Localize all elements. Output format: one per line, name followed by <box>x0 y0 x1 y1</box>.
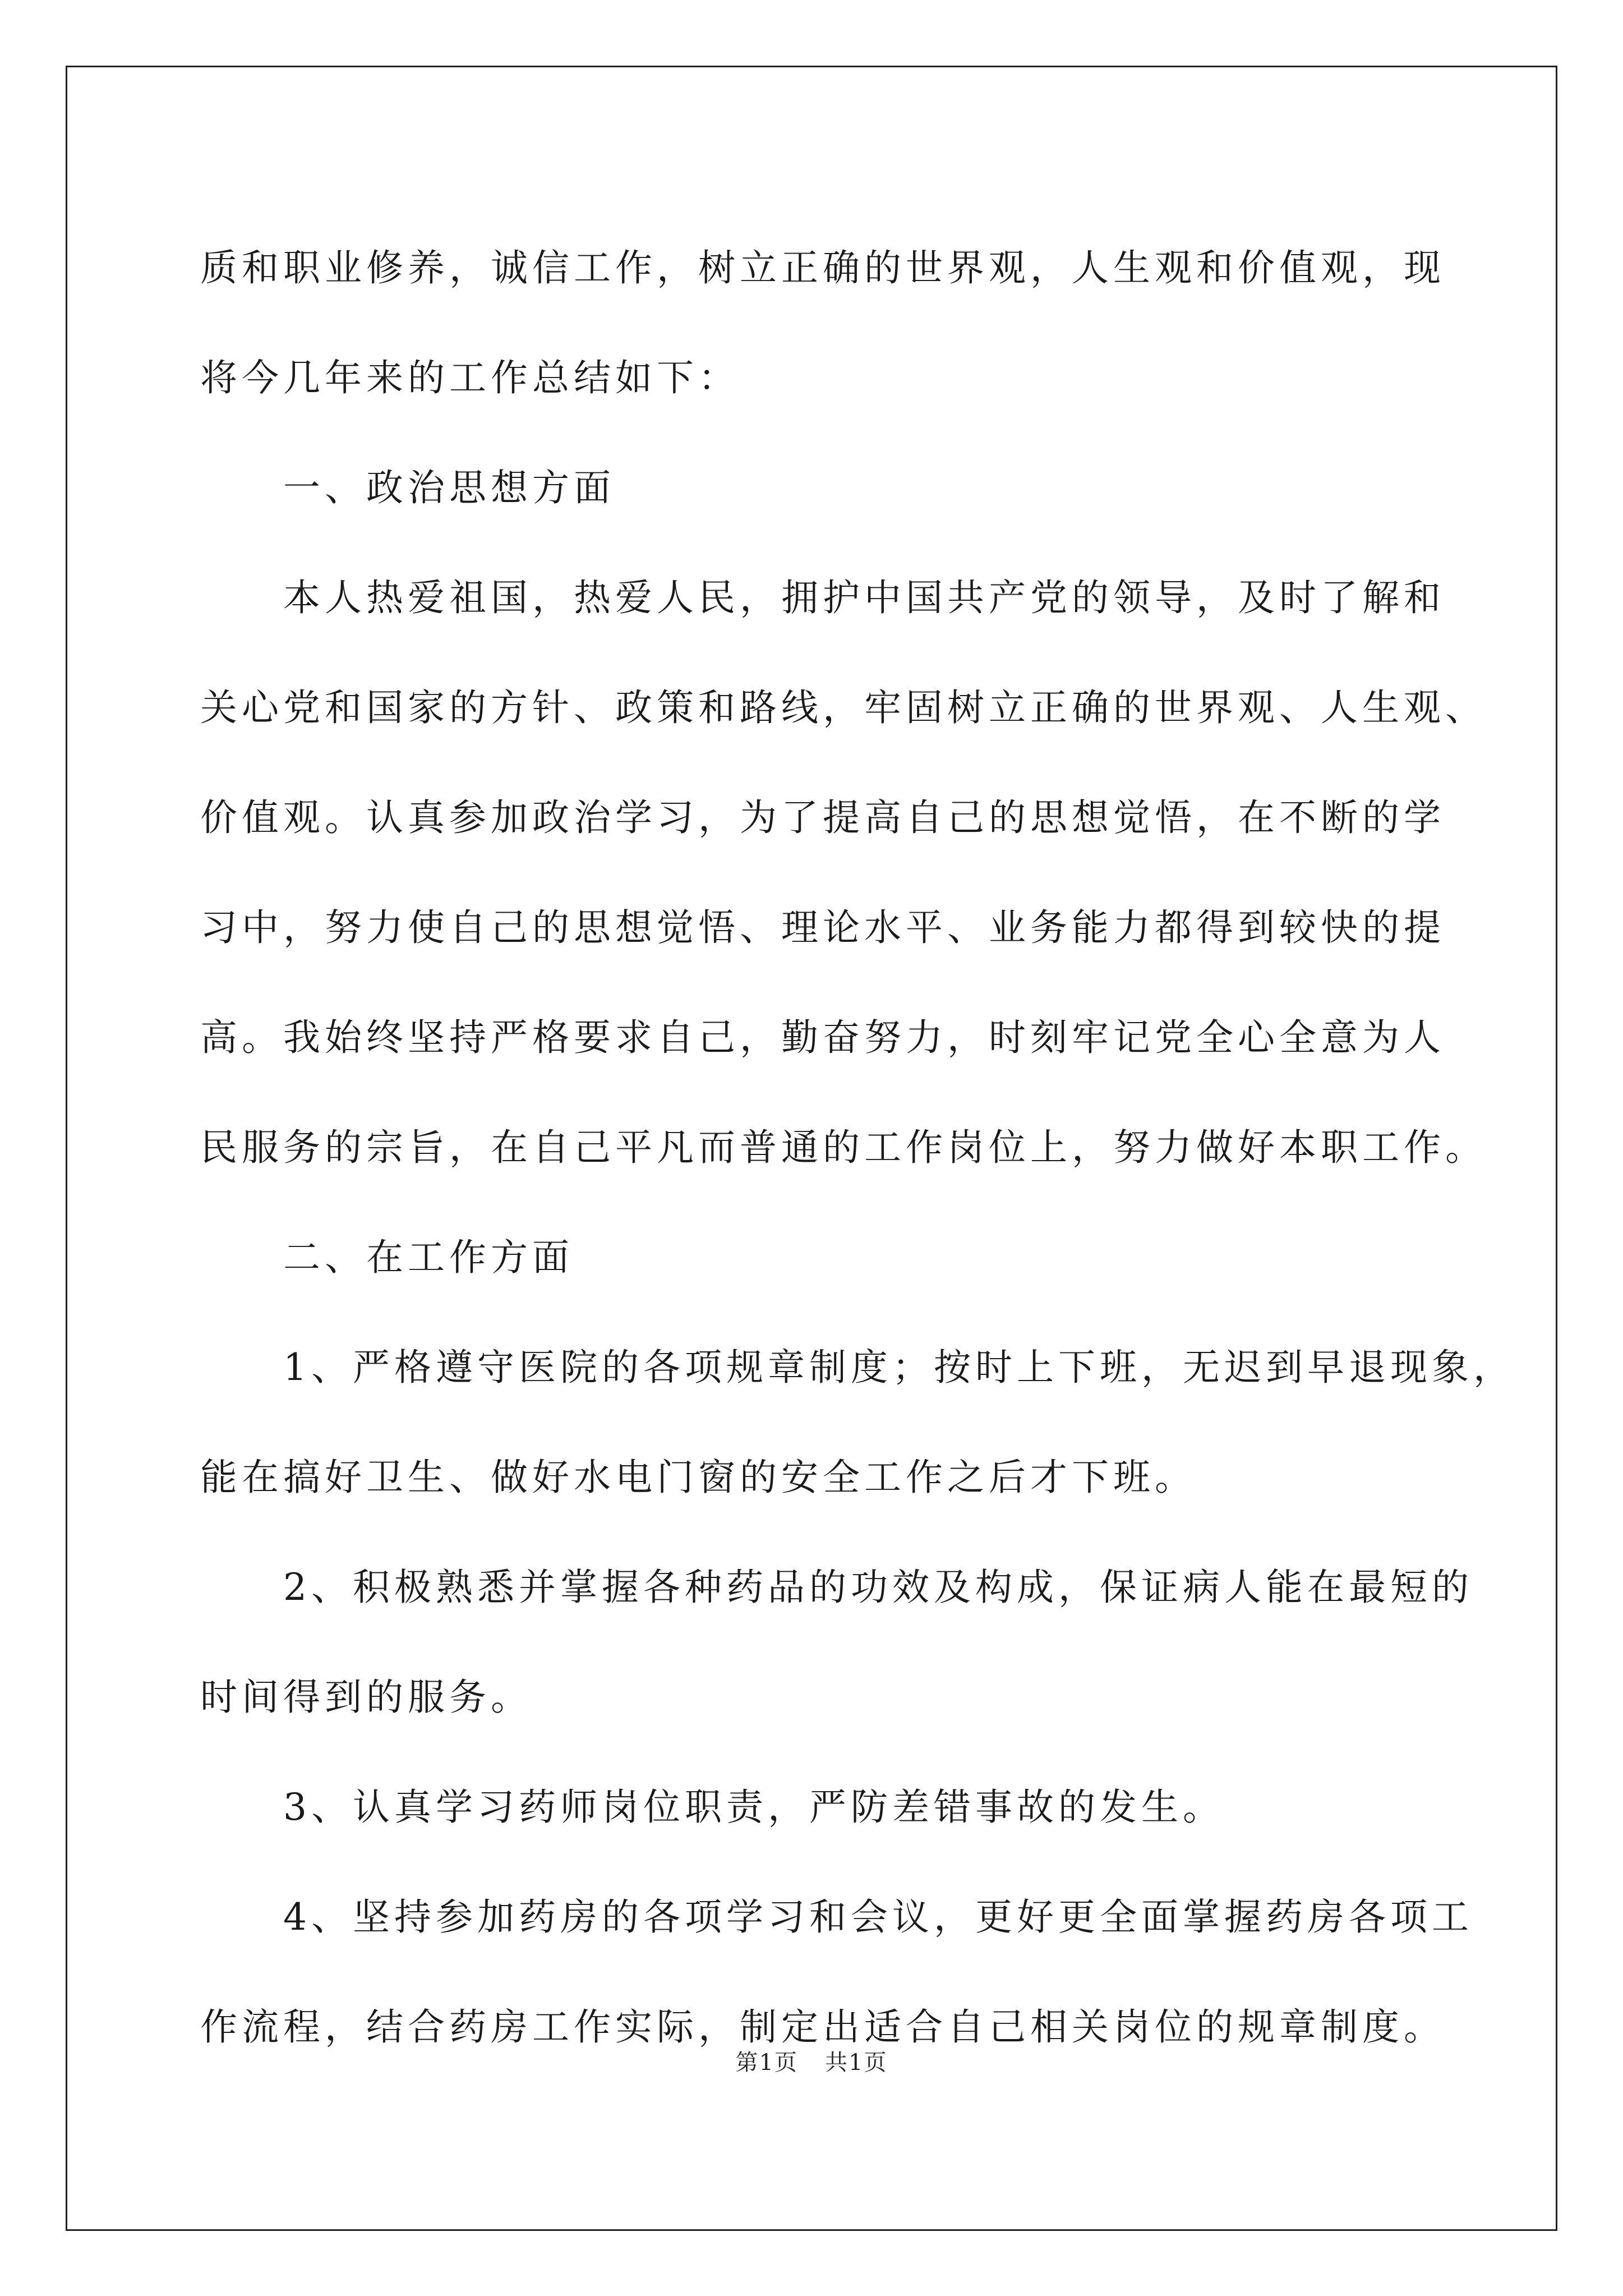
text-line: 1、严格遵守医院的各项规章制度；按时上下班，无迟到早退现象， <box>283 1346 1515 1389</box>
text-line: 民服务的宗旨，在自己平凡而普通的工作岗位上，努力做好本职工作。 <box>200 1126 1487 1169</box>
text-line: 能在搞好卫生、做好水电门窗的安全工作之后才下班。 <box>200 1456 1196 1499</box>
page-number: 第1页 <box>735 2050 798 2076</box>
text-line: 质和职业修养，诚信工作，树立正确的世界观，人生观和价值观，现 <box>200 246 1445 289</box>
text-line: 3、认真学习药师岗位职责，严防差错事故的发生。 <box>283 1786 1224 1829</box>
text-line: 2、积极熟悉并掌握各种药品的功效及构成，保证病人能在最短的 <box>283 1566 1473 1609</box>
text-line: 本人热爱祖国，热爱人民，拥护中国共产党的领导，及时了解和 <box>283 576 1445 619</box>
text-line: 时间得到的服务。 <box>200 1676 532 1719</box>
section-heading: 二、在工作方面 <box>283 1236 574 1279</box>
text-line: 将今几年来的工作总结如下： <box>200 356 740 399</box>
text-line: 高。我始终坚持严格要求自己，勤奋努力，时刻牢记党全心全意为人 <box>200 1016 1445 1059</box>
page-total: 共1页 <box>825 2050 888 2076</box>
text-line: 习中，努力使自己的思想觉悟、理论水平、业务能力都得到较快的提 <box>200 906 1445 949</box>
page-footer <box>0 2045 1623 2077</box>
document-body <box>200 213 1515 2082</box>
section-heading: 一、政治思想方面 <box>283 466 615 509</box>
text-line: 4、坚持参加药房的各项学习和会议，更好更全面掌握药房各项工 <box>283 1895 1473 1939</box>
text-line: 作流程，结合药房工作实际，制定出适合自己相关岗位的规章制度。 <box>200 2005 1445 2049</box>
text-line: 价值观。认真参加政治学习，为了提高自己的思想觉悟，在不断的学 <box>200 796 1445 839</box>
text-line: 关心党和国家的方针、政策和路线，牢固树立正确的世界观、人生观、 <box>200 686 1487 729</box>
